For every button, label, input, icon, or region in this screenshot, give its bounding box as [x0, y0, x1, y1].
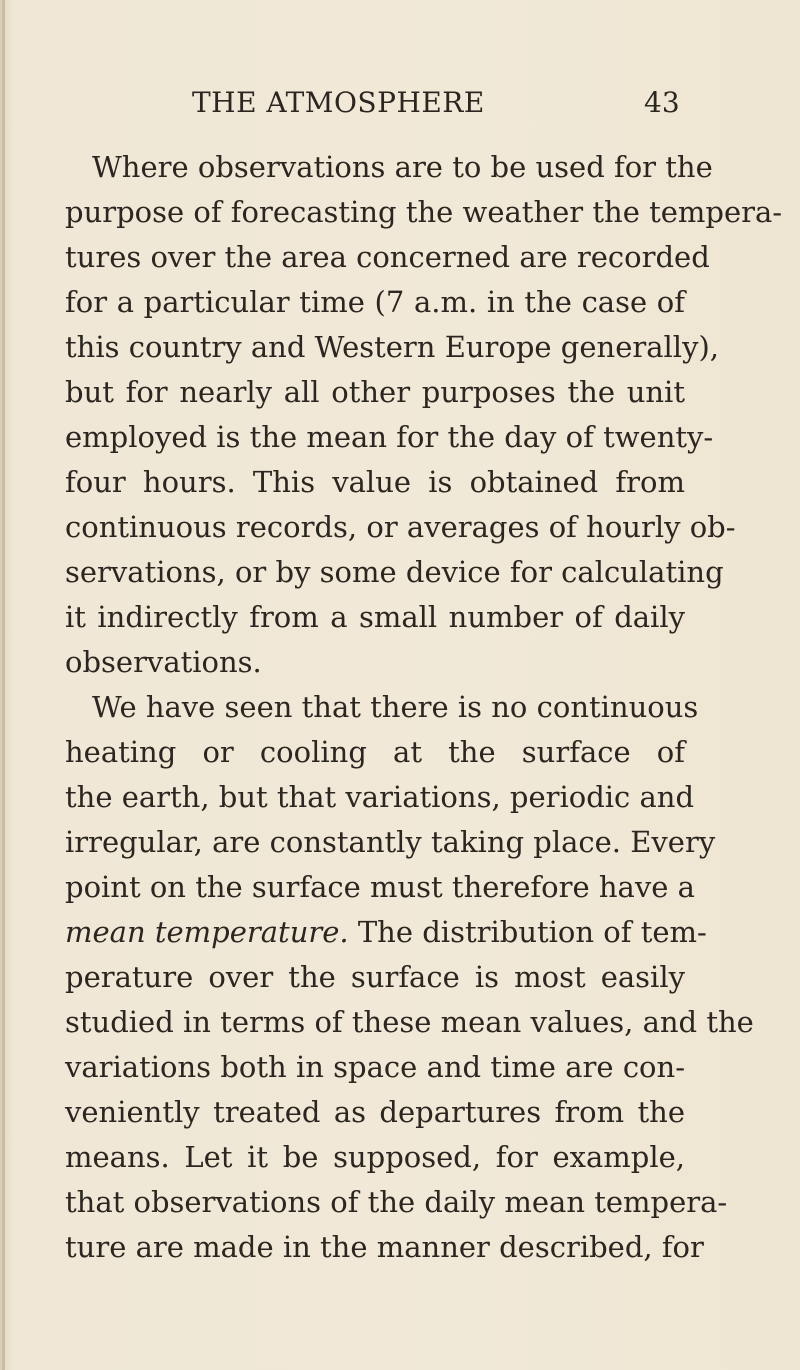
text-line: for a particular time (7 a.m. in the case of	[65, 285, 685, 319]
text-line: continuous records, or averages of hourly ob-	[65, 510, 736, 544]
text-line: ture are made in the manner described, for	[65, 1230, 704, 1264]
text-line: irregular, are constantly taking place. Every	[65, 825, 716, 859]
text-line: We have seen that there is no continuous	[92, 690, 699, 724]
text-line: Where observations are to be used for the	[92, 150, 713, 184]
text-line: the earth, but that variations, periodic and	[65, 780, 695, 814]
text-line: servations, or by some device for calculating	[65, 555, 724, 589]
text-line: veniently treated as departures from the	[65, 1095, 685, 1129]
text-line: perature over the surface is most easily	[65, 960, 685, 994]
text-line: observations.	[65, 645, 262, 679]
text-line: that observations of the daily mean tempera-	[65, 1185, 728, 1219]
page-gutter-edge	[2, 0, 5, 1370]
text-line: tures over the area concerned are recorded	[65, 240, 710, 274]
page-number: 43	[644, 86, 680, 119]
text-line: employed is the mean for the day of twenty-	[65, 420, 714, 454]
text-line: point on the surface must therefore have a	[65, 870, 695, 904]
text-line: but for nearly all other purposes the unit	[65, 375, 685, 409]
text-line: four hours. This value is obtained from	[65, 465, 685, 499]
text-line: variations both in space and time are con-	[65, 1050, 685, 1084]
text-line: it indirectly from a small number of daily	[65, 600, 685, 634]
emphasized-term: mean temperature.	[65, 915, 349, 949]
running-head: THE ATMOSPHERE	[192, 86, 485, 119]
text-line: this country and Western Europe generally),	[65, 330, 719, 364]
text-line: studied in terms of these mean values, and the	[65, 1005, 754, 1039]
text-line: means. Let it be supposed, for example,	[65, 1140, 685, 1174]
text-line: purpose of forecasting the weather the tempera-	[65, 195, 783, 229]
text-line-with-emphasis	[65, 913, 707, 951]
text-line: heating or cooling at the surface of	[65, 735, 685, 769]
text-span: The distribution of tem-	[348, 915, 707, 949]
page-header	[0, 86, 800, 126]
